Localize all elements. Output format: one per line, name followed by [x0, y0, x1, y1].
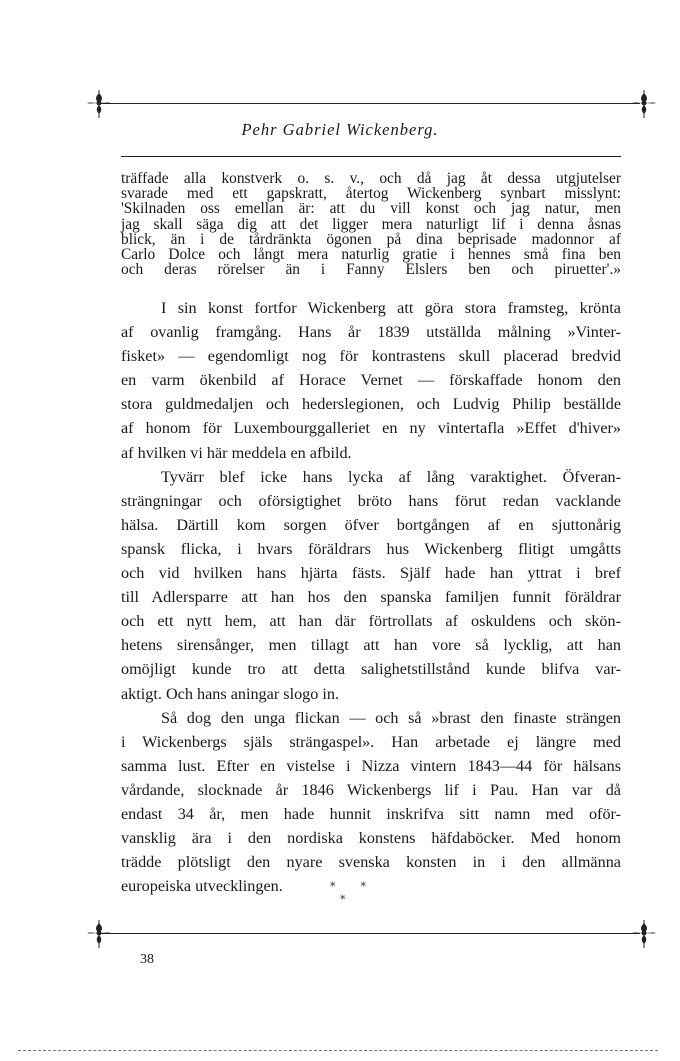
text-line: och vid hvilken hans hjärta fästs. Själf hade han yttrat i bref	[121, 564, 621, 583]
text-line: till Adlersparre att han hos den spanska familjen funnit föräldrar	[121, 588, 621, 607]
text-line: blick, än i de tårdränkta ögonen på dina beprisade madonnor af	[121, 230, 621, 248]
text-line: Så dog den unga flickan — och så »brast den finaste strängen	[161, 708, 621, 727]
top-rule	[98, 103, 640, 104]
header-underline	[121, 156, 621, 157]
text-line: vårdande, slocknade år 1846 Wickenbergs lif i Pau. Han var då	[121, 780, 621, 799]
text-line: träffade alla konstverk o. s. v., och då jag åt dessa utgjutelser	[121, 170, 621, 187]
text-line: Tyvärr blef icke hans lycka af lång varaktighet. Öfveran-	[161, 467, 621, 486]
text-line: spansk flicka, i hvars föräldrars hus Wickenberg flitigt umgåtts	[121, 539, 621, 558]
fleuron-icon	[631, 88, 657, 120]
fleuron-icon	[86, 918, 112, 950]
text-line: hetens sirensånger, men tillagt att han vore så lycklig, att han	[121, 636, 621, 655]
text-line: europeiska utvecklingen.	[121, 877, 283, 896]
text-line: Carlo Dolce och långt mera naturlig gratie i hennes små fina ben	[121, 246, 621, 264]
text-line: och ett nytt hem, att han där förtrollats af oskuldens och skön-	[121, 612, 621, 631]
text-line: och deras rörelser än i Fanny Elslers ben och piruetter'.»	[121, 261, 621, 279]
text-line: af ovanlig framgång. Hans år 1839 utställda målning »Vinter-	[121, 323, 621, 342]
text-line: af honom för Luxembourggalleriet en ny vintertafla »Effet d'hiver»	[121, 419, 621, 438]
body-text	[121, 296, 621, 898]
text-line: strängningar och oförsigtighet bröto hans förut redan vacklande	[121, 491, 621, 510]
scan-edge-line	[18, 1050, 658, 1051]
page-number: 38	[140, 952, 154, 967]
text-line: en varm ökenbild af Horace Vernet — förskaffade honom den	[121, 371, 621, 390]
text-line: fisket» — egendomligt nog för kontrastens skull placerad bredvid	[121, 347, 621, 366]
text-line: aktigt. Och hans aningar slogo in.	[121, 684, 340, 703]
text-line: af hvilken vi här meddela en afbild.	[121, 443, 352, 462]
text-line: 'Skilnaden oss emellan är: att du vill konst och jag natur, men	[121, 200, 621, 218]
text-line: trädde plötsligt den nyare svenska konsten in i den allmänna	[121, 853, 621, 872]
text-line: i Wickenbergs själs strängaspel». Han arbetade ej längre med	[121, 732, 621, 751]
asterisk-row: * *	[330, 880, 372, 893]
text-line: vansklig ära i den nordiska konstens häfdaböcker. Med honom	[121, 829, 621, 848]
fleuron-icon	[86, 88, 112, 120]
fleuron-icon	[631, 918, 657, 950]
asterisk-row: *	[340, 893, 346, 906]
section-asterisks	[330, 880, 372, 906]
text-line: stora guldmedaljen och hederslegionen, och Ludvig Philip beställde	[121, 395, 621, 414]
quote-block	[121, 171, 621, 277]
bottom-rule	[98, 933, 640, 934]
text-line: endast 34 år, men hade hunnit inskrifva sitt namn med oför-	[121, 804, 621, 823]
text-line: samma lust. Efter en vistelse i Nizza vintern 1843—44 för hälsans	[121, 756, 621, 775]
text-line: I sin konst fortfor Wickenberg att göra stora framsteg, krönta	[161, 299, 621, 317]
text-line: svarade med ett gapskratt, återtog Wickenberg synbart misslynt:	[121, 185, 621, 203]
text-line: hälsa. Därtill kom sorgen öfver bortgången af en sjuttonårig	[121, 515, 621, 534]
running-header: Pehr Gabriel Wickenberg.	[241, 120, 439, 139]
text-line: omöjligt kunde tro att detta salighetstillstånd kunde blifva var-	[121, 660, 621, 679]
text-line: jag skall säga dig att det ligger mera naturligt lif i denna åsnas	[121, 215, 621, 233]
